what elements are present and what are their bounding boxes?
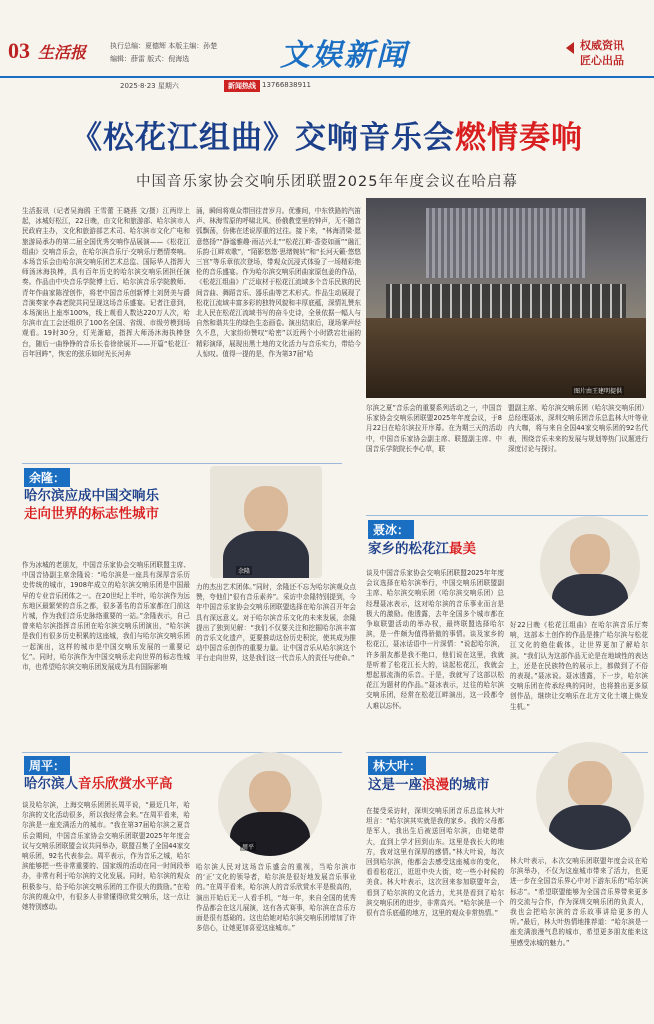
concert-photo xyxy=(366,198,646,398)
interview-lindaye-col-2: 林大叶表示，本次交响乐团联盟年度会议在哈尔滨举办，不仅为这座城市带来了活力，也更进一步在全国音乐界心中对下游东乐的“哈尔滨标志”。“希望联盟能够为全国音乐界带来更多的交流与合作，作为深圳交响乐团的负责人，我也会把哈尔滨的音乐故事讲给更多的人听。”最后，林大叶热情地推荐道：“哈尔滨是一座充满浪漫气息的城市，希望更多朋友能来这里感受冰城的魅力。” xyxy=(510,857,648,947)
interview-title-niebing: 家乡的松花江最美 xyxy=(368,541,476,557)
paper-name: 生活报 xyxy=(38,43,87,62)
interview-tag-lindaye: 林大叶： xyxy=(368,756,426,775)
hotline-number: 13766838911 xyxy=(262,81,311,89)
interview-title-zhouping: 哈尔滨人音乐欣赏水平高 xyxy=(24,776,173,792)
interview-zhouping-col-2: 哈尔滨人民对这场音乐盛会的重视，当哈尔滨市的‘正’文化的领导者，哈尔滨是很好地发展音乐事业的。”在周平看来，哈尔滨人的音乐欣赏水平是极高的，演出开始后无一人看手机，“每一年，来自全国的优秀作品都会在这儿展演，这有各式赛事，哈尔滨在音乐方面是很有基础的。这也给她对哈尔滨交响乐团增加了许多信心，让她更加喜爱这座城市。” xyxy=(196,863,356,933)
interview-lindaye-col-1: 在接受采访时，深圳交响乐团音乐总监林大叶坦言：“哈尔滨其实就是我的家乡。我的父母都是军人，我出生后被送回哈尔滨，由姥姥带大，直到上学才回到山东。这里是我长大的地方，我对这里有深厚的感情。”林大叶说，每次回到哈尔滨，他都会去感受这座城市的变化，看看松花江，逛逛中央大街，吃一些小时候的美食。林大叶表示，这次回来参加联盟年会，看到了哈尔滨的文化活力，尤其是看到了哈尔滨交响乐团的进步，非常高兴。“哈尔滨是一个很有音乐底蕴的地方，这里的观众非常热情。” xyxy=(366,807,504,918)
choir xyxy=(386,284,626,318)
interview-yulong-col-2: 力的杰出艺术团体。”同时，余隆还不忘为哈尔滨观众点赞，夸他们“很有音乐素养”。采访中余隆特别提到，今年中国音乐家协会交响乐团联盟选择在哈尔滨召开年会具有深远意义。对于哈尔滨音乐文化的未来发展，余隆提出了独到见解：“我们不仅要关注和挖掘哈尔滨丰富的音乐文化遗产，更要推动这份历史积淀，使其成为推动中国音乐创作的重要力量。让中国音乐从哈尔滨这个平台走向世界，这是我们这一代音乐人的责任与使命。” xyxy=(196,583,356,663)
portrait-yulong xyxy=(210,466,322,578)
hotline-label: 新闻热线 xyxy=(224,80,260,92)
photo-credit: 图片由王建明提供 xyxy=(574,388,623,395)
portrait-lindaye xyxy=(536,742,644,850)
divider xyxy=(366,515,648,516)
headline-highlight: 燃情奏响 xyxy=(455,120,583,156)
divider xyxy=(22,463,342,464)
interview-tag-zhouping: 周平： xyxy=(24,756,70,775)
article-col-3: 尔滨之夏”音乐会的重要系列活动之一，中国音乐家协会交响乐团联盟2025年年度会议，于8月22日在哈尔滨拉开序幕。在为期三天的活动中，中国音乐家协会副主席、联盟副主席、中国音乐学院院长李心草，联 xyxy=(366,404,502,453)
interview-yulong-col-1: 作为冰城的老朋友，中国音乐家协会交响乐团联盟主席、中国音协副主席余隆说：“哈尔滨是一座具有深厚音乐历史传统的城市，1908年成立的哈尔滨交响乐团是中国最早的专业音乐团体之一。在20世纪上半叶，哈尔滨作为远东地区最繁荣的音乐之都，很多著名的音乐家都在门前这片城，作为我们音乐史脉络重要的一站。”余隆表示，自己曾来哈尔滨指挥音乐团在哈尔滨交响乐团演出，“哈尔滨是我们有很多历史积累的这座城，我们与哈尔滨交响乐团一起演出，这样的城市是中国交响乐发展的一重要记忆”。同时，哈尔滨作为中国交响乐走向世界的标志性城市，也希望哈尔滨交响乐团发展成为具有国际影响 xyxy=(22,561,190,672)
divider xyxy=(22,752,342,753)
section-title: 文娱新闻 xyxy=(280,38,408,73)
article-col-1: 生活报讯（记者吴海鸥 王雪蕾 王晓燕 文/摄）江两岸上起，冰城好松江，22日晚，由文化和旅游部、哈尔滨市人民政府主办，文化和旅游部艺术司、哈尔滨市文化广电和旅游局承办的第二届全国优秀交响作品展演——《松花江组曲》交响音乐会，在哈尔滨音乐厅·交响乐厅燃情奏响。本场音乐会由哈尔滨交响乐团艺术总监、国际华人指挥大师汤沐海执棒，具有百年历史的哈尔滨交响乐团担任演奏。作品由中央音乐学院博士后、哈尔滨音乐学院教师、青年作曲家陈滢创作，将老中国音乐创新博士刘贤美与爵音演奏家李森老院共同呈现这场音乐盛宴。记者注意到，本场演出上座率100%，线上观看人数达220万人次，哈尔滨市直工会还组织了100名全国、省级、市级劳模到场观看。19时30分，灯光渐暗，指挥大师汤沐海执棒登台，随后一曲铮铮的音乐长卷徐徐展开——开篇“松花江·百年回眸”，恢宏的弦乐如时光长河奔 xyxy=(22,207,190,358)
credit-line-2: 编辑：薛雷 版式：倪海选 xyxy=(110,55,190,63)
page-number: 03 xyxy=(8,38,30,63)
interview-title-yulong: 哈尔滨应成中国交响乐 走向世界的标志性城市 xyxy=(24,488,159,522)
subheadline: 中国音乐家协会交响乐团联盟2025年年度会议在哈启幕 xyxy=(136,174,518,190)
interview-niebing-col-1: 谈及中国音乐家协会交响乐团联盟2025年年度会议选择在哈尔滨举行，中国交响乐团联盟副主席、哈尔滨交响乐团（哈尔滨交响乐团）总经理聂冰表示，这对哈尔滨的音乐事业而言是极大的激励。他透露，去年全国多个城市都在争取联盟活动的举办权，最终联盟选择哈尔滨，是一件颇为值得骄傲的事情。谈及家乡的松花江，聂冰话语中一片深情：“说起哈尔滨，许多朋友都是我不绝口，他们说在这里，我就是听着了松花江长大的，谈起松花江，我就会想起那流淌的乐音。于是，我就写了这部以松花江为题材的作品。”聂冰表示，过往的哈尔滨交响乐团，经常在松花江畔演出，这一段都令人难以忘怀。 xyxy=(366,569,504,710)
organ-pipes xyxy=(426,208,586,278)
dateline: 2025·8·23 星期六 xyxy=(120,82,179,90)
headline-main: 《松花江组曲》交响音乐会 xyxy=(71,120,455,156)
portrait-zhouping xyxy=(218,752,322,856)
header-divider xyxy=(0,76,654,78)
page-header xyxy=(0,0,654,80)
headline xyxy=(0,112,654,157)
credit-line-1: 执行总编：夏德辉 本版主编：孙楚 xyxy=(110,42,218,50)
slogan: 权威资讯 匠心出品 xyxy=(580,39,624,67)
interview-tag-niebing: 聂冰： xyxy=(368,520,414,539)
article-col-2: 涌，瞬间将观众带回往昔岁月。优雅间，中东铁路的汽笛声、林海雪原的呼啸北风、侨俄教堂里的钟声，无不随音弧飘荡，仿佛在述说厚重的过往。接下来，“林海清梁·愿意悠扬”“静谧雅趣·雨沾兴北”“松花江畔·香姿如画”“融汇乐韵·江畔欢歌”，“陌影悠悠·思绪婉转”和“长河天籁·悠悠三宫”等乐章依次登场，带观众沉浸式体验了一场精彩绝伦的音乐盛宴。作为哈尔滨交响乐团曲家原包姜的作品，《松花江组曲》广泛取材于松花江流域多个音乐民族的民间音曲、舞蹈音乐、器乐曲等艺术形式。作品生动展现了松花江流域丰富多彩的独特风貌和丰厚底蕴，深情礼赞东北人民在松花江流域书写的奋斗史诗，全景依据一幅人与自然和谐共生的绿色生态画卷。演出结束后，现场掌声经久不息，大家纷纷赞叹“哈密”以近两个小时跌宕壮丽的精彩演绎，展现出黑土地的文化活力与音乐实力，带给今人惊叹。值得一提的是，作为第37届“哈 xyxy=(196,207,361,358)
interview-zhouping-col-1: 谈及哈尔滨，上海交响乐团团长周平说，“最近几年，哈尔滨的文化活动很多，所以我经常会来。”在周平看来，哈尔滨是一座充满活力的城市。“我在第37届哈尔滨之夏音乐会期间，中国音乐家协会交响乐团联盟2025年年度会议与交响乐团联盟会议共同举办，联盟召集了全国44家交响乐团，92名代表参会。周平表示，作为音乐之城，哈尔滨能够把一些非常重要的、国家级的活动在同一时间段举办，非常有利于哈尔滨的文化发展。同时，哈尔滨的观众积极参与，给予哈尔滨交响乐团的工作很大的鼓励。”在哈尔滨的观众中，有很多人非常懂得欣赏交响乐，这一点让她特别感动。 xyxy=(22,801,190,912)
nameplate-zhouping: 周平 xyxy=(242,844,255,851)
article-col-4: 盟副主席、哈尔滨交响乐团（哈尔滨交响乐团）总经理聂冰，深圳交响乐团音乐总监林大叶等业内大咖，将与来自全国44家交响乐团的92名代表，围绕音乐未来的发展与规划等热门议题进行深度讨论与探讨。 xyxy=(508,404,648,453)
interview-niebing-col-2: 好22日晚《松花江组曲》在哈尔滨音乐厅奏响，这部本土创作的作品是推广哈尔滨与松花江文化的绝佳载体，让世界更加了解哈尔滨。“我们认为这部作品无论是在地域性的表达上，还是在民族特色的展示上，都做到了不俗的表现。”聂冰说。聂冰透露，下一步，哈尔滨交响乐团在传承经典的同时，也将推出更多原创作品，继续让交响乐在北方文化土壤上焕发生机。” xyxy=(510,621,648,711)
interview-tag-yulong: 余隆： xyxy=(24,468,70,487)
chevron-left-icon xyxy=(566,42,574,54)
portrait-niebing xyxy=(540,516,640,616)
nameplate-yulong: 余隆 xyxy=(238,568,251,575)
interview-title-lindaye: 这是一座浪漫的城市 xyxy=(368,777,490,793)
